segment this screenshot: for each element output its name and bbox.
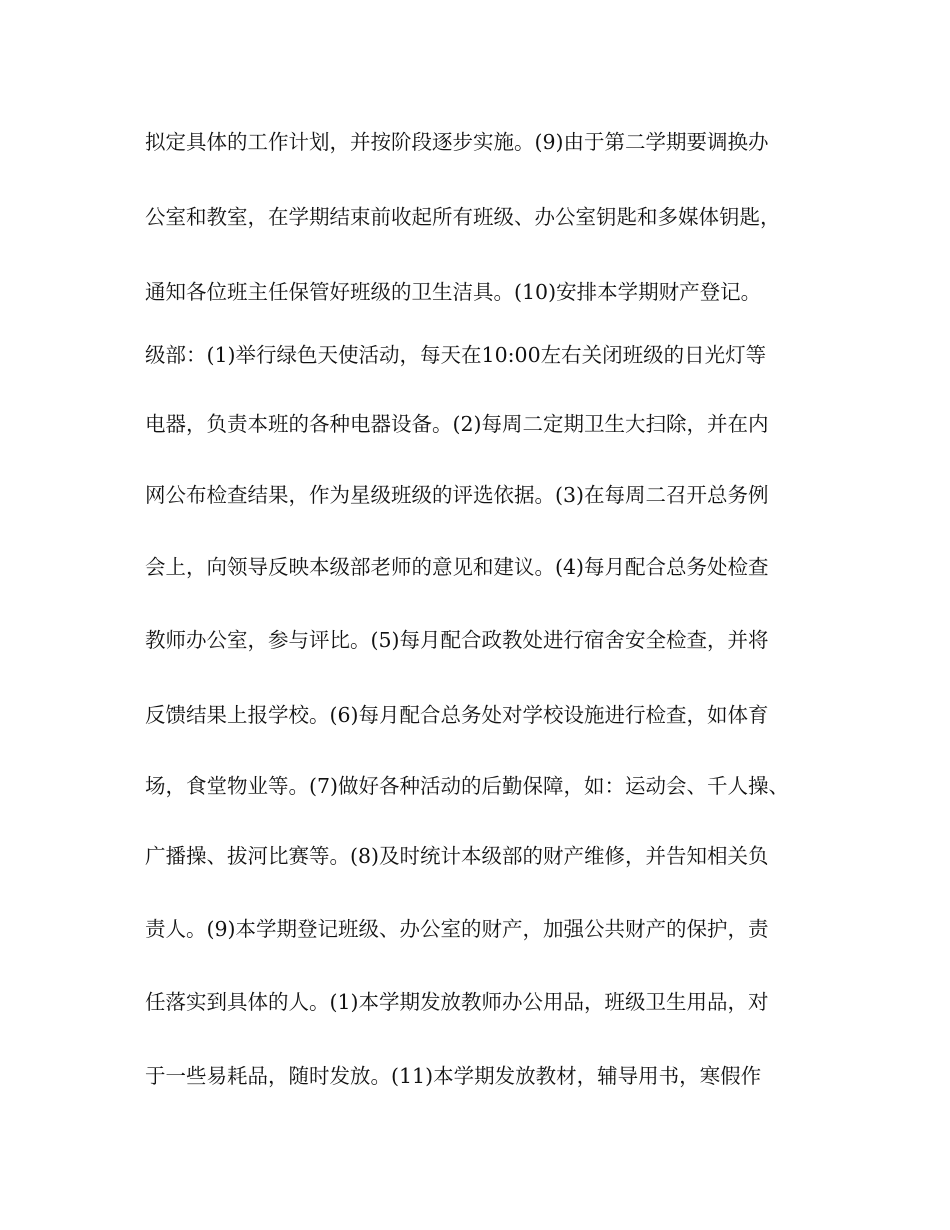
text-line: 教师办公室，参与评比。(5)每月配合政教处进行宿舍安全检查，并将 <box>145 628 769 652</box>
text-line: 电器，负责本班的各种电器设备。(2)每周二定期卫生大扫除，并在内 <box>145 412 769 436</box>
text-line: 于一些易耗品，随时发放。(11)本学期发放教材，辅导用书，寒假作 <box>145 1064 762 1088</box>
text-line: 拟定具体的工作计划，并按阶段逐步实施。(9)由于第二学期要调换办 <box>145 130 769 154</box>
text-line: 广播操、拔河比赛等。(8)及时统计本级部的财产维修，并告知相关负 <box>145 844 769 868</box>
text-line: 通知各位班主任保管好班级的卫生洁具。(10)安排本学期财产登记。 <box>145 280 762 304</box>
text-line: 任落实到具体的人。(1)本学期发放教师办公用品，班级卫生用品，对 <box>145 990 769 1014</box>
text-line: 反馈结果上报学校。(6)每月配合总务处对学校设施进行检查，如体育 <box>145 703 769 727</box>
text-line: 会上，向领导反映本级部老师的意见和建议。(4)每月配合总务处检查 <box>145 555 769 579</box>
text-line: 公室和教室，在学期结束前收起所有班级、办公室钥匙和多媒体钥匙， <box>145 205 781 229</box>
text-line: 责人。(9)本学期登记班级、办公室的财产，加强公共财产的保护，责 <box>145 917 769 941</box>
text-line: 场，食堂物业等。(7)做好各种活动的后勤保障，如：运动会、千人操、 <box>145 774 790 798</box>
text-line: 级部：(1)举行绿色天使活动，每天在10:00左右关闭班级的日光灯等 <box>145 343 767 367</box>
text-line: 网公布检查结果，作为星级班级的评选依据。(3)在每周二召开总务例 <box>145 483 769 507</box>
